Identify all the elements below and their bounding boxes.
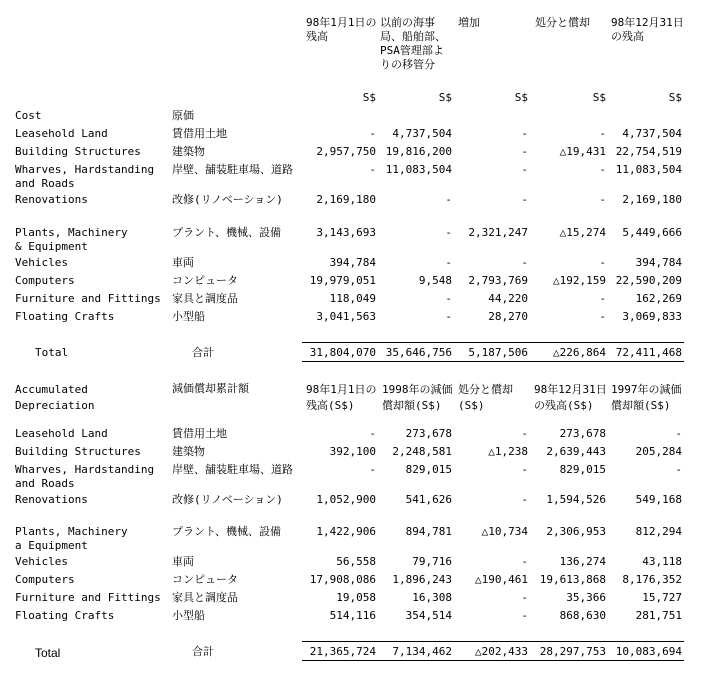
cell: 5,449,666 [622, 226, 682, 239]
cell: - [369, 127, 376, 140]
row-label-en: Computers [15, 274, 75, 287]
cell: 17,908,086 [309, 573, 376, 586]
cell: 2,248,581 [392, 445, 452, 458]
cell: - [599, 127, 606, 140]
cell: 28,297,753 [539, 645, 606, 658]
cell: △10,734 [481, 525, 528, 538]
total-label-en: Total [35, 346, 69, 359]
cell: △192,159 [553, 274, 606, 287]
cell: - [521, 256, 528, 269]
cell: - [445, 193, 452, 206]
row-label-ja: プラント、機械、設備 [172, 525, 282, 538]
cell: - [675, 463, 682, 476]
cell: 8,176,352 [622, 573, 682, 586]
row-label-ja: 賃借用土地 [172, 127, 227, 140]
row-label-ja: 賃借用土地 [172, 427, 227, 440]
row-label-en: Furniture and Fittings [15, 292, 161, 305]
row-label-ja: 小型船 [172, 310, 205, 323]
cell: 44,220 [488, 292, 528, 305]
dep-header-disposals: 処分と償却(S$) [458, 383, 513, 412]
cell: 28,270 [488, 310, 528, 323]
cell: 35,646,756 [385, 346, 452, 359]
row-label-en: Renovations [15, 193, 88, 206]
cell: 549,168 [635, 493, 682, 506]
row-label-ja: 改修(リノベーション) [172, 493, 283, 506]
row-label-en: Vehicles [15, 256, 68, 269]
cell: 829,015 [405, 463, 452, 476]
row-label-en: Renovations [15, 493, 88, 506]
cell: 56,558 [336, 555, 376, 568]
section-title-cost-en: Cost [15, 109, 42, 122]
cell: △1,238 [488, 445, 528, 458]
section-title-depreciation-en: Accumulated Depreciation [15, 383, 95, 412]
row-label-ja: コンピュータ [172, 274, 238, 287]
cell: - [521, 591, 528, 604]
cell: - [445, 310, 452, 323]
cell: 541,626 [405, 493, 452, 506]
dep-header-charge: 1998年の減価償却額(S$) [382, 383, 453, 412]
cell: 16,308 [412, 591, 452, 604]
cell: 3,069,833 [622, 310, 682, 323]
total-rule [302, 660, 684, 661]
cell: 894,781 [405, 525, 452, 538]
row-label-en: Floating Crafts [15, 609, 115, 622]
cell: 19,816,200 [385, 145, 452, 158]
cell: 11,083,504 [615, 163, 682, 176]
cell: 2,321,247 [468, 226, 528, 239]
cell: - [445, 256, 452, 269]
row-label-en: Leasehold Land [15, 427, 108, 440]
row-label-en: Leasehold Land [15, 127, 108, 140]
cell: 2,639,443 [546, 445, 606, 458]
total-rule [302, 361, 684, 362]
cell: 205,284 [635, 445, 682, 458]
cell: - [445, 292, 452, 305]
cell: - [599, 310, 606, 323]
total-label-ja: 合計 [192, 645, 214, 658]
row-label-ja: 家具と調度品 [172, 591, 238, 604]
cell: 2,169,180 [622, 193, 682, 206]
cell: - [521, 193, 528, 206]
row-label-ja: 車両 [172, 555, 194, 568]
row-label-en: Floating Crafts [15, 310, 115, 323]
cell: - [599, 163, 606, 176]
cell: 273,678 [559, 427, 606, 440]
row-label-ja: 小型船 [172, 609, 205, 622]
row-label-en: Plants, Machinery a Equipment [15, 525, 128, 552]
cell: 79,716 [412, 555, 452, 568]
cell: 1,422,906 [316, 525, 376, 538]
cell: △226,864 [553, 346, 606, 359]
row-label-ja: 岸壁、舗装駐車場、道路 [172, 163, 293, 176]
cell: 2,957,750 [316, 145, 376, 158]
cell: 19,058 [336, 591, 376, 604]
cell: △19,431 [559, 145, 606, 158]
cell: 9,548 [418, 274, 452, 287]
row-label-en: Building Structures [15, 145, 141, 158]
cell: 812,294 [635, 525, 682, 538]
row-label-en: Building Structures [15, 445, 141, 458]
cell: 4,737,504 [392, 127, 452, 140]
cell: △202,433 [475, 645, 528, 658]
cost-header-opening: 98年1月1日の残高 [306, 16, 377, 43]
currency-label: S$ [438, 91, 452, 104]
cell: - [521, 145, 528, 158]
cell: 354,514 [405, 609, 452, 622]
cell: 1,052,900 [316, 493, 376, 506]
row-label-en: Computers [15, 573, 75, 586]
cell: △190,461 [475, 573, 528, 586]
cell: - [369, 463, 376, 476]
cell: 3,143,693 [316, 226, 376, 239]
dep-header-prior: 1997年の減価償却額(S$) [611, 383, 682, 412]
cell: 19,979,051 [309, 274, 376, 287]
cell: 136,274 [559, 555, 606, 568]
cell: 72,411,468 [615, 346, 682, 359]
row-label-ja: 岸壁、舗装駐車場、道路 [172, 463, 293, 476]
cell: - [521, 609, 528, 622]
cost-header-additions: 増加 [458, 16, 480, 29]
total-rule [302, 342, 684, 343]
cell: - [445, 226, 452, 239]
cell: - [521, 427, 528, 440]
cell: - [521, 127, 528, 140]
dep-header-closing: 98年12月31日の残高(S$) [534, 383, 607, 412]
cell: 7,134,462 [392, 645, 452, 658]
row-label-ja: 改修(リノベーション) [172, 193, 283, 206]
cost-header-transfer: 以前の海事局、船舶部、PSA管理部よりの移管分 [380, 16, 446, 71]
cell: 868,630 [559, 609, 606, 622]
row-label-ja: 車両 [172, 256, 194, 269]
cell: △15,274 [559, 226, 606, 239]
row-label-ja: 家具と調度品 [172, 292, 238, 305]
cell: 1,896,243 [392, 573, 452, 586]
cell: 4,737,504 [622, 127, 682, 140]
cell: 10,083,694 [615, 645, 682, 658]
cell: 3,041,563 [316, 310, 376, 323]
cell: 22,754,519 [615, 145, 682, 158]
total-label-en: Total [35, 646, 61, 660]
cell: 5,187,506 [468, 346, 528, 359]
currency-label: S$ [668, 91, 682, 104]
cell: 1,594,526 [546, 493, 606, 506]
cell: 2,793,769 [468, 274, 528, 287]
cell: 514,116 [329, 609, 376, 622]
cell: 392,100 [329, 445, 376, 458]
total-label-ja: 合計 [192, 346, 214, 359]
cell: - [369, 163, 376, 176]
row-label-en: Wharves, Hardstanding and Roads [15, 463, 155, 490]
dep-header-opening: 98年1月1日の残高(S$) [306, 383, 377, 412]
total-rule [302, 641, 684, 642]
cell: 31,804,070 [309, 346, 376, 359]
currency-label: S$ [592, 91, 606, 104]
cell: 15,727 [642, 591, 682, 604]
row-label-en: Vehicles [15, 555, 68, 568]
cell: 829,015 [559, 463, 606, 476]
cell: - [599, 256, 606, 269]
cell: 43,118 [642, 555, 682, 568]
cell: 118,049 [329, 292, 376, 305]
cell: - [599, 292, 606, 305]
cell: - [521, 555, 528, 568]
row-label-en: Furniture and Fittings [15, 591, 161, 604]
cell: - [675, 427, 682, 440]
cost-header-closing: 98年12月31日の残高 [611, 16, 684, 43]
section-title-depreciation-ja: 減価償却累計額 [172, 382, 249, 395]
cell: 21,365,724 [309, 645, 376, 658]
cell: 394,784 [329, 256, 376, 269]
currency-label: S$ [362, 91, 376, 104]
cell: 281,751 [635, 609, 682, 622]
row-label-ja: プラント、機械、設備 [172, 226, 282, 239]
cell: 22,590,209 [615, 274, 682, 287]
cell: 2,169,180 [316, 193, 376, 206]
cost-header-disposals: 処分と償却 [535, 16, 590, 29]
cell: - [521, 163, 528, 176]
section-title-cost-ja: 原価 [172, 109, 194, 122]
cell: - [369, 427, 376, 440]
row-label-ja: コンピュータ [172, 573, 238, 586]
cell: - [521, 493, 528, 506]
row-label-en: Wharves, Hardstanding and Roads [15, 163, 155, 190]
currency-label: S$ [514, 91, 528, 104]
cell: 273,678 [405, 427, 452, 440]
cell: - [521, 463, 528, 476]
cell: 2,306,953 [546, 525, 606, 538]
cell: - [599, 193, 606, 206]
cell: 35,366 [566, 591, 606, 604]
row-label-ja: 建築物 [172, 145, 205, 158]
row-label-ja: 建築物 [172, 445, 205, 458]
row-label-en: Plants, Machinery & Equipment [15, 226, 128, 253]
cell: 162,269 [635, 292, 682, 305]
cell: 394,784 [635, 256, 682, 269]
cell: 19,613,868 [539, 573, 606, 586]
cell: 11,083,504 [385, 163, 452, 176]
